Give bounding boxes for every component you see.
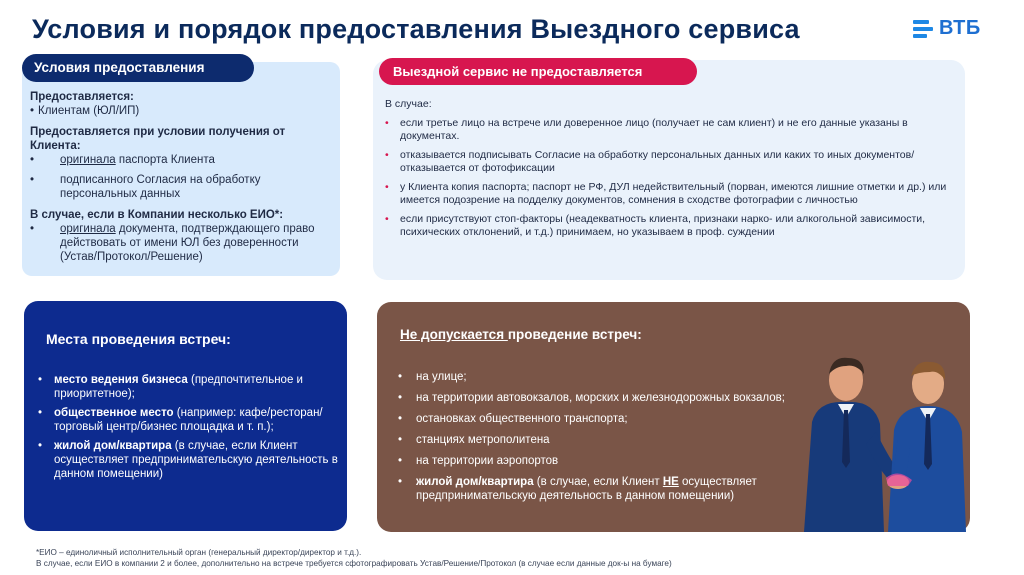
condition-heading: Предоставляется при условии получения от Клиента: xyxy=(30,126,286,152)
list-item: • место ведения бизнеса (предпочтительное и приоритетное); xyxy=(38,374,303,400)
not-provided-pill: Выездной сервис не предоставляется xyxy=(379,58,697,85)
list-item: • отказывается подписывать Согласие на обработку персональных данных или каких то иных документов/ отказывается от фотофиксации xyxy=(385,149,915,174)
not-provided-intro: В случае: xyxy=(385,98,432,110)
list-item: • если третье лицо на встрече или доверенное лицо (получает не сам клиент) и не его данные указаны в документах. xyxy=(385,117,908,142)
not-allowed-body xyxy=(398,363,808,503)
list-item: • подписанного Согласия на обработку персональных данных xyxy=(30,174,261,200)
conditions-pill: Условия предоставления xyxy=(22,54,254,82)
not-provided-body xyxy=(385,98,957,239)
list-item: • остановках общественного транспорта; xyxy=(398,413,628,425)
list-item: • на улице; xyxy=(398,371,467,383)
provided-heading: Предоставляется: xyxy=(30,91,134,103)
list-item: • общественное место (например: кафе/ресторан/торговый центр/бизнес площадка и т. п.); xyxy=(38,407,323,433)
meeting-places-title: Места проведения встреч: xyxy=(46,331,231,347)
conditions-body xyxy=(30,90,334,264)
page-title: Условия и порядок предоставления Выездного сервиса xyxy=(32,14,800,44)
meeting-places-body xyxy=(38,368,338,481)
list-item: • жилой дом/квартира (в случае, если Клиент осуществляет предпринимательскую деятельность в данном помещении) xyxy=(38,440,338,480)
list-item: • Клиентам (ЮЛ/ИП) xyxy=(30,105,140,117)
list-item: • на территории аэропортов xyxy=(398,455,559,467)
list-item: • на территории автовокзалов, морских и железнодорожных вокзалов; xyxy=(398,392,785,404)
list-item: • оригинала документа, подтверждающего право действовать от имени ЮЛ без доверенности (Устав/Протокол/Решение) xyxy=(30,223,315,263)
list-item: • оригинала паспорта Клиента xyxy=(30,154,215,166)
footnote: *ЕИО – единоличный исполнительный орган (генеральный директор/директор и т.д.). В случае, если ЕИО в компании 2 и более, дополнительно на встрече требуется сфотографировать Устав/Решение/Протокол (в случае если данные док-ы на бумаге) xyxy=(36,548,672,568)
handshake-illustration xyxy=(790,352,968,532)
eio-heading: В случае, если в Компании несколько ЕИО*: xyxy=(30,209,284,221)
list-item: • станциях метрополитена xyxy=(398,434,550,446)
not-allowed-title: Не допускается проведение встреч: xyxy=(400,327,642,342)
vtb-logo-text: ВТБ xyxy=(939,17,981,39)
vtb-logo xyxy=(913,17,981,40)
list-item: • у Клиента копия паспорта; паспорт не РФ, ДУЛ недействительный (порван, имеются лишние отметки и др.) или имеется подозрение на подделку документов, сомнения в сходстве фотографии с личностью xyxy=(385,181,947,206)
vtb-logo-icon xyxy=(913,20,933,38)
list-item: • если присутствуют стоп-факторы (неадекватность клиента, признаки нарко- или алкогольной зависимости, психических отклонений, и т.д.) принимаем, но указываем в проф. суждении xyxy=(385,213,926,238)
list-item: • жилой дом/квартира (в случае, если Клиент НЕ осуществляет предпринимательскую деятельность в данном помещении) xyxy=(398,476,757,502)
